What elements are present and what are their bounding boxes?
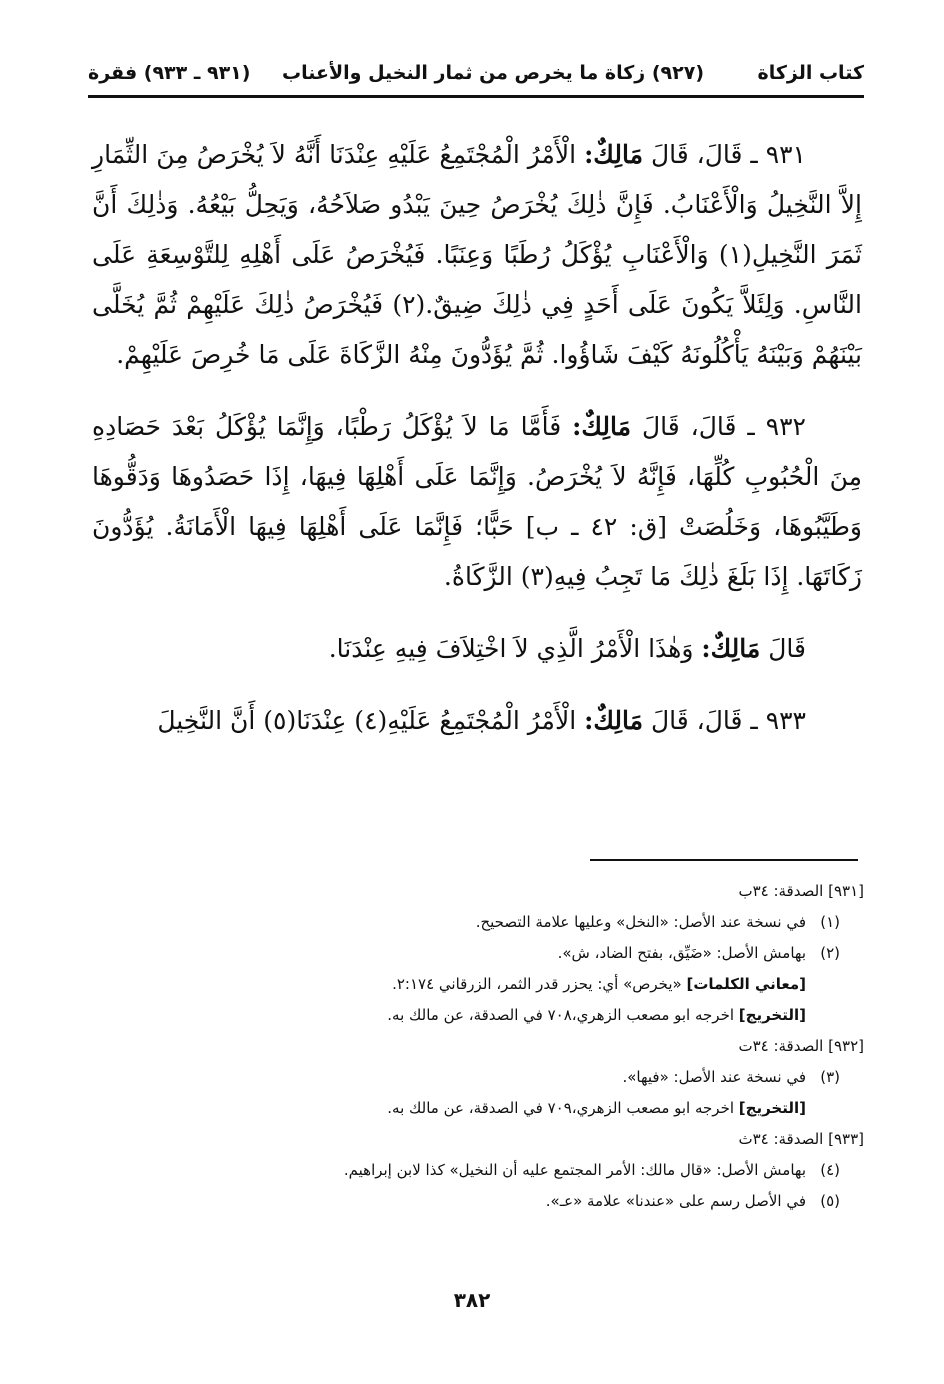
paragraph-lead: قَالَ	[760, 634, 806, 663]
paragraph-932	[92, 402, 862, 602]
takhrij-note-932	[88, 1093, 864, 1124]
footnote-3	[88, 1062, 864, 1093]
takhrij-label: [التخريج]	[738, 1099, 806, 1117]
takhrij-label: [التخريج]	[738, 1006, 806, 1024]
paragraph-931	[92, 130, 862, 380]
vocab-text: «يخرص» أي: يحزر قدر الثمر، الزرقاني ٢:١٧٤.	[392, 975, 687, 993]
running-header	[88, 56, 864, 92]
footnote-number: (٤)	[820, 1161, 840, 1179]
footnote-number: (٢)	[820, 944, 840, 962]
book-title: كتاب الزكاة	[757, 62, 864, 84]
paragraph-text: الْأَمْرُ الْمُجْتَمِعُ عَلَيْهِ عِنْدَنَا أَنَّهُ لاَ يُخْرَصُ مِنَ الثِّمَارِ إِلاَّ النَّخِيلُ وَالْأَعْنَابُ. فَإِنَّ ذٰلِكَ يُخْرَصُ حِينَ يَبْدُو صَلاَحُهُ، وَيَحِلُّ بَيْعُهُ. وَذٰلِكَ أَنَّ ثَمَرَ النَّخِيلِ(١) وَالْأَعْنَابِ يُؤْكَلُ رُطَبًا وَعِنَبًا. فَيُخْرَصُ عَلَى أَهْلِهِ لِلتَّوْسِعَةِ عَلَى النَّاسِ. وَلِئَلاَّ يَكُونَ عَلَى أَحَدٍ فِي ذٰلِكَ ضِيقٌ.(٢) فَيُخْرَصُ ذٰلِكَ عَلَيْهِمْ ثُمَّ يُخَلَّى بَيْنَهُمْ وَبَيْنَهُ يَأْكُلُونَهُ كَيْفَ شَاؤُوا. ثُمَّ يُؤَدُّونَ مِنْهُ الزَّكَاةَ عَلَى مَا خُرِصَ عَلَيْهِمْ.	[92, 140, 862, 369]
footnote-text: في الأصل رسم على «عندنا» علامة «عـ».	[545, 1192, 806, 1210]
paragraph-933	[92, 696, 862, 746]
footnote-4	[88, 1155, 864, 1186]
paragraph-text: الْأَمْرُ الْمُجْتَمِعُ عَلَيْهِ(٤) عِنْدَنَا(٥) أَنَّ النَّخِيلَ	[157, 706, 585, 735]
paragraph-lead: ٩٣٢ ـ قَالَ، قَالَ	[631, 412, 806, 441]
chapter-title: (٩٢٧) زكاة ما يخرص من ثمار النخيل والأعناب	[282, 62, 704, 84]
speaker-name: مَالِكٌ:	[584, 140, 644, 169]
vocab-note	[88, 969, 864, 1000]
vocab-label: [معاني الكلمات]	[686, 975, 806, 993]
takhrij-note-931	[88, 1000, 864, 1031]
footnote-text: بهامش الأصل: «ضَيِّق، بفتح الضاد، ش».	[557, 944, 806, 962]
paragraph-range: (٩٣١ ـ ٩٣٣) فقرة	[88, 62, 251, 84]
speaker-name: مَالِكٌ:	[701, 634, 761, 663]
takhrij-text: اخرجه ابو مصعب الزهري،٧٠٨ في الصدقة، عن مالك به.	[387, 1006, 739, 1024]
note-ref-933: [٩٣٣] الصدقة: ٣٤ث	[738, 1130, 864, 1148]
paragraph-malik-comment	[92, 624, 862, 674]
footnote-number: (٥)	[820, 1192, 840, 1210]
footnote-text: بهامش الأصل: «قال مالك: الأمر المجتمع عليه أن النخيل» كذا لابن إبراهيم.	[343, 1161, 806, 1179]
note-ref-931: [٩٣١] الصدقة: ٣٤ب	[738, 882, 864, 900]
header-rule	[88, 95, 864, 98]
note-ref-932: [٩٣٢] الصدقة: ٣٤ت	[738, 1037, 864, 1055]
paragraph-lead: ٩٣١ ـ قَالَ، قَالَ	[643, 140, 806, 169]
speaker-name: مَالِكٌ:	[572, 412, 632, 441]
footnote-separator	[590, 859, 858, 861]
footnote-number: (١)	[820, 913, 840, 931]
footnotes	[88, 876, 864, 1217]
main-text	[92, 130, 862, 768]
paragraph-text: وَهٰذَا الْأَمْرُ الَّذِي لاَ اخْتِلاَفَ فِيهِ عِنْدَنَا.	[328, 634, 702, 663]
footnote-text: في نسخة عند الأصل: «فيها».	[622, 1068, 806, 1086]
speaker-name: مَالِكٌ:	[584, 706, 644, 735]
takhrij-text: اخرجه ابو مصعب الزهري،٧٠٩ في الصدقة، عن مالك به.	[387, 1099, 739, 1117]
footnote-1	[88, 907, 864, 938]
footnote-text: في نسخة عند الأصل: «النخل» وعليها علامة التصحيح.	[475, 913, 806, 931]
footnote-2	[88, 938, 864, 969]
footnote-5	[88, 1186, 864, 1217]
paragraph-text: فَأَمَّا مَا لاَ يُؤْكَلُ رَطْبًا، وَإِنَّمَا يُؤْكَلُ بَعْدَ حَصَادِهِ مِنَ الْحُبُوبِ كُلِّهَا، فَإِنَّهُ لاَ يُخْرَصُ. وَإِنَّمَا عَلَى أَهْلِهَا فِيهَا، إِذَا حَصَدُوهَا وَدَقُّوهَا وَطَيَّبُوهَا، وَخَلُصَتْ [ق: ٤٢ ـ ب] حَبًّا؛ فَإِنَّمَا عَلَى أَهْلِهَا فِيهَا الْأَمَانَةُ. يُؤَدُّونَ زَكَاتَهَا. إِذَا بَلَغَ ذٰلِكَ مَا تَجِبُ فِيهِ(٣) الزَّكَاةُ.	[92, 412, 862, 591]
page-number: ٣٨٢	[453, 1288, 491, 1312]
paragraph-lead: ٩٣٣ ـ قَالَ، قَالَ	[643, 706, 806, 735]
footnote-number: (٣)	[820, 1068, 840, 1086]
